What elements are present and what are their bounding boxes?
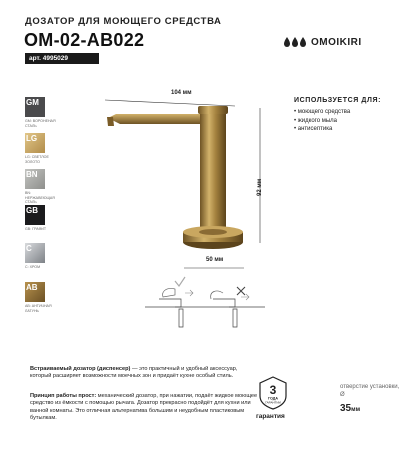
swatch-gm bbox=[25, 97, 56, 128]
uses-list bbox=[294, 108, 350, 134]
swatch-desc: LG: СВЕТЛОЕ ЗОЛОТО bbox=[25, 155, 49, 164]
article-badge: арт. 4995029 bbox=[25, 53, 99, 64]
brand-name: OMOIKIRI bbox=[311, 36, 362, 48]
list-item: • жидкого мыла bbox=[294, 117, 338, 124]
warranty-badge bbox=[258, 376, 288, 410]
warranty-sub: ГАРАНТИИ bbox=[265, 400, 281, 405]
swatch-code: BN bbox=[25, 169, 45, 189]
swatch-desc: GM: ВОРОНЕНАЯ СТАЛЬ bbox=[25, 119, 56, 128]
warranty-unit: ГОДА bbox=[268, 396, 278, 401]
swatch-bn bbox=[25, 169, 55, 204]
swatch-code: GM bbox=[25, 97, 45, 117]
swatch-ab bbox=[25, 282, 52, 313]
swatch-code: AB bbox=[25, 282, 45, 302]
swatch-code: GB bbox=[25, 205, 45, 225]
hole-value: 35мм bbox=[340, 403, 361, 414]
model-title: OM-02-AB022 bbox=[24, 30, 145, 50]
swatch-desc: AB: АНТИЧНАЯ ЛАТУНЬ bbox=[25, 304, 52, 313]
list-item: • антисептика bbox=[294, 126, 333, 132]
swatch-desc: BN: НЕРЖАВЕЮЩАЯ СТАЛЬ bbox=[25, 191, 55, 204]
swatch-c bbox=[25, 243, 45, 269]
swatch-lg bbox=[25, 133, 49, 164]
swatch-code: C bbox=[25, 243, 45, 263]
description-paragraph-2: Принцип работы прост: механический дозатор, при нажатии, подаёт жидкое моющее средство из ёмкости с помощью рычага. Дозатор прекрасно подойдёт для кухни или ванной комнаты. Это отличная альтернатива большим и неудобным пластиковым бутылкам. bbox=[30, 393, 258, 422]
list-item: • моющего средства bbox=[294, 109, 351, 115]
droplets-icon bbox=[283, 36, 307, 48]
check-icon bbox=[175, 277, 185, 286]
base-dimension: 50 мм bbox=[206, 257, 224, 263]
swatch-code: LG bbox=[25, 133, 45, 153]
warranty-years: 3 bbox=[269, 383, 277, 397]
cross-icon bbox=[237, 287, 245, 295]
uses-title: ИСПОЛЬЗУЕТСЯ ДЛЯ: bbox=[294, 97, 382, 104]
hole-label: отверстие установки, Ø bbox=[340, 384, 400, 398]
usage-illustration bbox=[145, 275, 265, 337]
warranty-label: гарантия bbox=[256, 413, 285, 420]
width-dimension: 104 мм bbox=[171, 90, 192, 96]
swatch-desc: GB: ГРАФИТ bbox=[25, 227, 47, 231]
swatch-desc: C: ХРОМ bbox=[25, 265, 41, 269]
description-paragraph-1: Встраиваемый дозатор (диспенсер) — это практичный и удобный аксессуар, который расширяет возможности моечных зон и придаёт кухне особый стиль. bbox=[30, 366, 238, 380]
page-supertitle: ДОЗАТОР ДЛЯ МОЮЩЕГО СРЕДСТВА bbox=[25, 16, 222, 27]
brand-logo bbox=[283, 36, 362, 48]
swatch-gb bbox=[25, 205, 47, 231]
height-dimension: 92 мм bbox=[257, 178, 263, 196]
